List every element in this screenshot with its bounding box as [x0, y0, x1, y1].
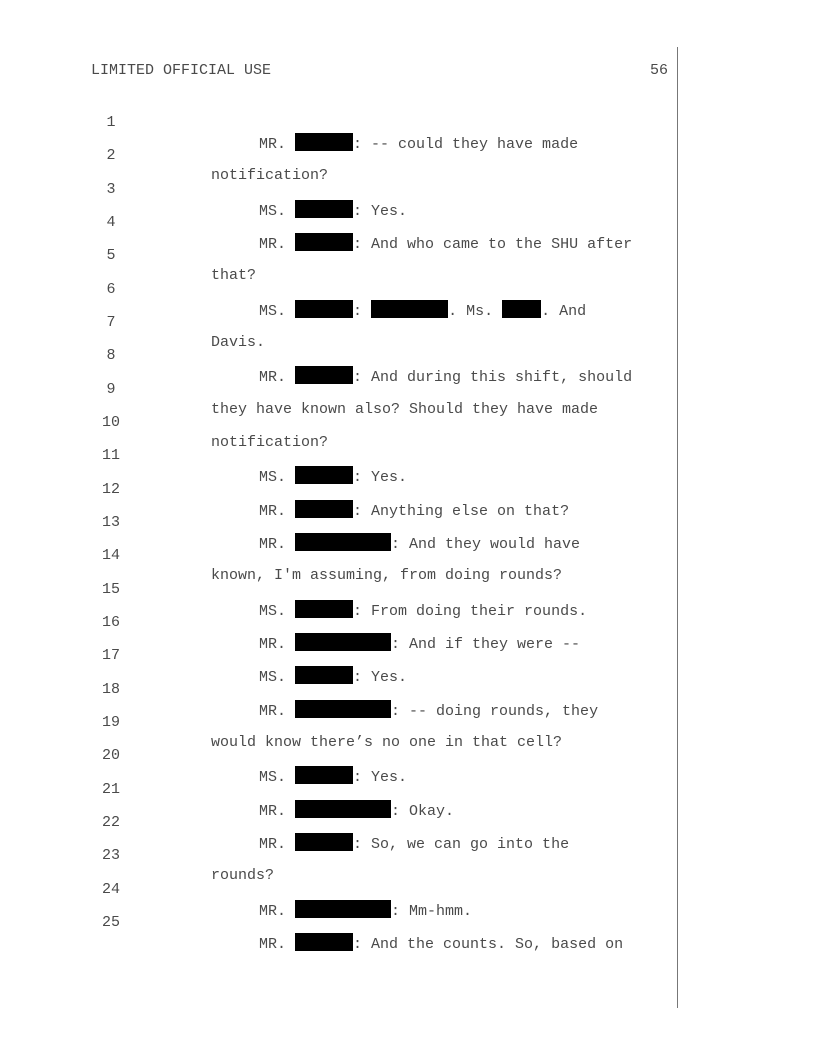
- speaker-title: MS.: [259, 603, 287, 620]
- line-text: : And who came to the SHU after: [353, 236, 633, 253]
- line-text: : So, we can go into the: [353, 836, 570, 853]
- transcript-line: [0, 326, 680, 386]
- line-text: : And they would have: [391, 536, 581, 553]
- line-number: 7: [106, 314, 116, 331]
- speaker-title: MS.: [259, 769, 287, 786]
- line-text: . Ms.: [448, 303, 494, 320]
- line-number: 6: [106, 281, 116, 298]
- transcript-line: [0, 126, 680, 184]
- transcript-line: [0, 526, 680, 584]
- speaker-title: MR.: [259, 903, 287, 920]
- line-number: 21: [101, 781, 120, 798]
- line-number: 13: [101, 514, 120, 531]
- transcript-line: [0, 226, 680, 284]
- speaker-title: MR.: [259, 236, 287, 253]
- transcript-line: [0, 660, 680, 720]
- transcript-line: [0, 293, 680, 351]
- line-text: : From doing their rounds.: [353, 603, 588, 620]
- line-text: Davis.: [211, 334, 266, 351]
- transcript-line: [0, 860, 680, 920]
- line-text: : Yes.: [353, 769, 408, 786]
- line-number: 5: [106, 247, 116, 264]
- line-text: notification?: [211, 434, 329, 451]
- line-number: 16: [101, 614, 120, 631]
- line-number: 3: [106, 181, 116, 198]
- line-number: 18: [101, 681, 120, 698]
- speaker-title: MR.: [259, 703, 287, 720]
- transcript-line: [0, 760, 680, 820]
- line-number: 8: [106, 347, 116, 364]
- line-text: : Yes.: [353, 203, 408, 220]
- transcript-line: [0, 393, 680, 451]
- line-text: : And if they were --: [391, 636, 581, 653]
- speaker-title: MS.: [259, 469, 287, 486]
- line-text: : -- could they have made: [353, 136, 579, 153]
- line-number: 10: [101, 414, 120, 431]
- line-number: 4: [106, 214, 116, 231]
- speaker-title: MS.: [259, 203, 287, 220]
- line-text: would know there’s no one in that cell?: [211, 734, 563, 751]
- line-number: 19: [101, 714, 120, 731]
- line-number: 22: [101, 814, 120, 831]
- transcript-line: [0, 360, 680, 418]
- line-text: : And the counts. So, based on: [353, 936, 624, 953]
- speaker-title: MR.: [259, 936, 287, 953]
- line-number: 25: [101, 914, 120, 931]
- line-text: : And during this shift, should: [353, 369, 633, 386]
- line-number: 15: [101, 581, 120, 598]
- line-text: : -- doing rounds, they: [391, 703, 599, 720]
- line-text: rounds?: [211, 867, 275, 884]
- classification-label: LIMITED OFFICIAL USE: [91, 62, 272, 79]
- line-number: 14: [101, 547, 120, 564]
- line-number: 20: [101, 747, 120, 764]
- line-number: 23: [101, 847, 120, 864]
- transcript-line: [0, 260, 680, 320]
- speaker-title: MR.: [259, 636, 287, 653]
- line-number: 11: [101, 447, 120, 464]
- redaction-block: [295, 933, 353, 951]
- transcript-line: [0, 460, 680, 520]
- transcript-line: [0, 726, 680, 786]
- speaker-title: MS.: [259, 669, 287, 686]
- line-text: . And: [541, 303, 587, 320]
- line-number: 17: [101, 647, 120, 664]
- transcript-line: [0, 160, 680, 220]
- transcript-line: [0, 826, 680, 884]
- transcript-line: [0, 93, 680, 153]
- line-text: : Anything else on that?: [353, 503, 570, 520]
- transcript-line: [0, 593, 680, 653]
- line-text: notification?: [211, 167, 329, 184]
- speaker-title: MR.: [259, 136, 287, 153]
- speaker-title: MR.: [259, 803, 287, 820]
- line-number: 12: [101, 481, 120, 498]
- line-text: : Okay.: [391, 803, 455, 820]
- transcript-line: [0, 793, 680, 853]
- speaker-title: MR.: [259, 536, 287, 553]
- line-text: known, I'm assuming, from doing rounds?: [211, 567, 563, 584]
- line-number: 2: [106, 147, 116, 164]
- speaker-title: MR.: [259, 503, 287, 520]
- line-text: : Mm-hmm.: [391, 903, 473, 920]
- line-number: 24: [101, 881, 120, 898]
- transcript-line: [0, 426, 680, 486]
- speaker-title: MR.: [259, 836, 287, 853]
- line-number: 1: [106, 114, 116, 131]
- page-number: 56: [649, 62, 668, 79]
- line-text: :: [353, 303, 363, 320]
- speaker-title: MS.: [259, 303, 287, 320]
- transcript-line: [0, 493, 680, 553]
- line-text: : Yes.: [353, 469, 408, 486]
- transcript-line: [0, 193, 680, 253]
- line-text: : Yes.: [353, 669, 408, 686]
- line-text: they have known also? Should they have made: [211, 401, 599, 418]
- line-number: 9: [106, 381, 116, 398]
- speaker-title: MR.: [259, 369, 287, 386]
- line-text: that?: [211, 267, 257, 284]
- transcript-line: [0, 693, 680, 751]
- transcript-line: [0, 560, 680, 620]
- transcript-line: [0, 626, 680, 686]
- transcript-line: [0, 893, 680, 953]
